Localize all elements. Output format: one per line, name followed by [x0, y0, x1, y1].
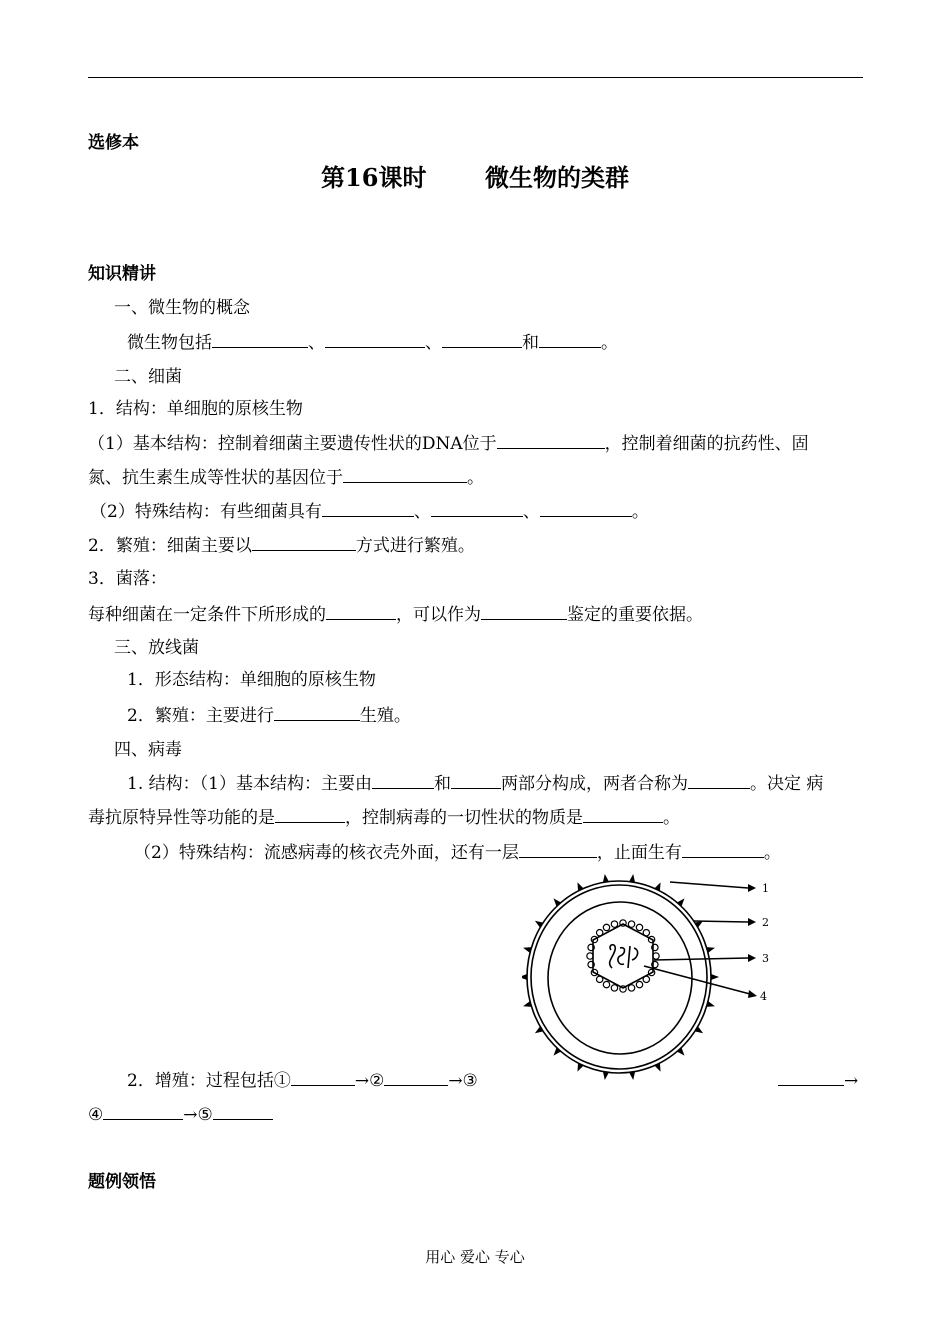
page-footer: 用心 爱心 专心 [425, 1248, 525, 1266]
capsomere [628, 985, 634, 991]
capsomere [603, 981, 609, 987]
spike [677, 898, 685, 906]
spike [554, 898, 562, 906]
fill-blank[interactable] [778, 1068, 844, 1086]
capsomere [603, 924, 609, 930]
bacteria-reproduction: 2．繁殖：细菌主要以 方式进行繁殖。 [88, 533, 475, 558]
section-1-line: 微生物包括 、 、 和 。 [127, 330, 618, 355]
fill-blank[interactable] [325, 330, 425, 348]
fill-blank[interactable] [103, 1102, 183, 1120]
spike [695, 1026, 703, 1033]
capsomere [643, 929, 649, 935]
actinomycete-reproduction: 2．繁殖：主要进行 生殖。 [127, 703, 411, 728]
fill-blank[interactable] [212, 330, 308, 348]
section-2-title: 二、细菌 [114, 367, 182, 387]
spike [629, 1072, 635, 1080]
spike [535, 921, 543, 928]
header-rule [88, 77, 863, 78]
bacteria-gene-location: 氮、抗生素生成等性状的基因位于 。 [88, 465, 484, 490]
fill-blank[interactable] [343, 465, 467, 483]
fill-blank[interactable] [497, 431, 605, 449]
capsomere [636, 981, 642, 987]
capsomere [596, 929, 602, 935]
examples-heading: 题例领悟 [88, 1172, 156, 1192]
virus-special-structure: （2）特殊结构：流感病毒的核衣壳外面，还有一层 ，止面生有 。 [134, 840, 781, 865]
fill-blank[interactable] [688, 771, 750, 789]
fill-blank[interactable] [519, 840, 597, 858]
spike [711, 974, 719, 980]
virus-structure-line2: 毒抗原特异性等功能的是 ，控制病毒的一切性状的物质是 。 [88, 805, 680, 830]
virus-proliferation-line1: 2．增殖：过程包括① →② →③ [127, 1068, 478, 1093]
bacteria-colony-detail: 每种细菌在一定条件下所形成的 ，可以作为 鉴定的重要依据。 [88, 602, 703, 627]
capsomere [620, 986, 626, 992]
section-4-title: 四、病毒 [114, 740, 182, 760]
spike [522, 974, 527, 980]
fill-blank[interactable] [326, 602, 396, 620]
fill-blank[interactable] [291, 1068, 355, 1086]
virus-proliferation-line1-end: → [778, 1068, 858, 1093]
knowledge-heading: 知识精讲 [88, 264, 156, 284]
virus-proliferation-line2: ④ →⑤ [88, 1102, 273, 1127]
capsomere [620, 920, 626, 926]
spike [629, 874, 635, 882]
fill-blank[interactable] [451, 771, 501, 789]
bacteria-basic-structure: （1）基本结构：控制着细菌主要遗传性状的DNA位于 ，控制着细菌的抗药性、固 [88, 431, 809, 456]
spike [535, 1026, 543, 1033]
fill-blank[interactable] [481, 602, 567, 620]
figure-label-2: 2 [762, 916, 769, 929]
fill-blank[interactable] [540, 499, 632, 517]
page-title [0, 162, 950, 194]
fill-blank[interactable] [274, 703, 360, 721]
capsomere [611, 985, 617, 991]
fill-blank[interactable] [252, 533, 356, 551]
spike [603, 1072, 609, 1080]
capsomere [628, 921, 634, 927]
fill-blank[interactable] [322, 499, 414, 517]
actinomycete-structure: 1．形态结构：单细胞的原核生物 [127, 670, 376, 690]
capsomere [611, 921, 617, 927]
bacteria-special-structure: （2）特殊结构：有些细菌具有 、 、 。 [90, 499, 649, 524]
virus-structure-line1: 1. 结构：（1）基本结构：主要由 和 两部分构成，两者合称为 。决定 病 [127, 771, 823, 796]
spike [554, 1048, 562, 1056]
fill-blank[interactable] [372, 771, 434, 789]
bacteria-colony: 3．菌落： [88, 569, 167, 589]
figure-label-3: 3 [762, 952, 769, 965]
capsomere [643, 976, 649, 982]
bacteria-structure: 1．结构：单细胞的原核生物 [88, 399, 303, 419]
fill-blank[interactable] [442, 330, 522, 348]
section-1-title: 一、微生物的概念 [114, 298, 250, 318]
section-label: 选修本 [88, 133, 139, 153]
spike [603, 874, 609, 882]
influenza-virus-diagram [522, 866, 780, 1086]
fill-blank[interactable] [539, 330, 601, 348]
lesson-number: 第16课时 [321, 163, 427, 192]
fill-blank[interactable] [431, 499, 523, 517]
figure-label-4: 4 [760, 990, 767, 1003]
capsomere [636, 924, 642, 930]
fill-blank[interactable] [213, 1102, 273, 1120]
fill-blank[interactable] [682, 840, 764, 858]
spike [677, 1048, 685, 1056]
fill-blank[interactable] [583, 805, 663, 823]
fill-blank[interactable] [384, 1068, 448, 1086]
lesson-topic: 微生物的类群 [484, 163, 629, 192]
capsomere [596, 976, 602, 982]
fill-blank[interactable] [275, 805, 345, 823]
figure-label-1: 1 [762, 882, 769, 895]
section-3-title: 三、放线菌 [114, 638, 199, 658]
